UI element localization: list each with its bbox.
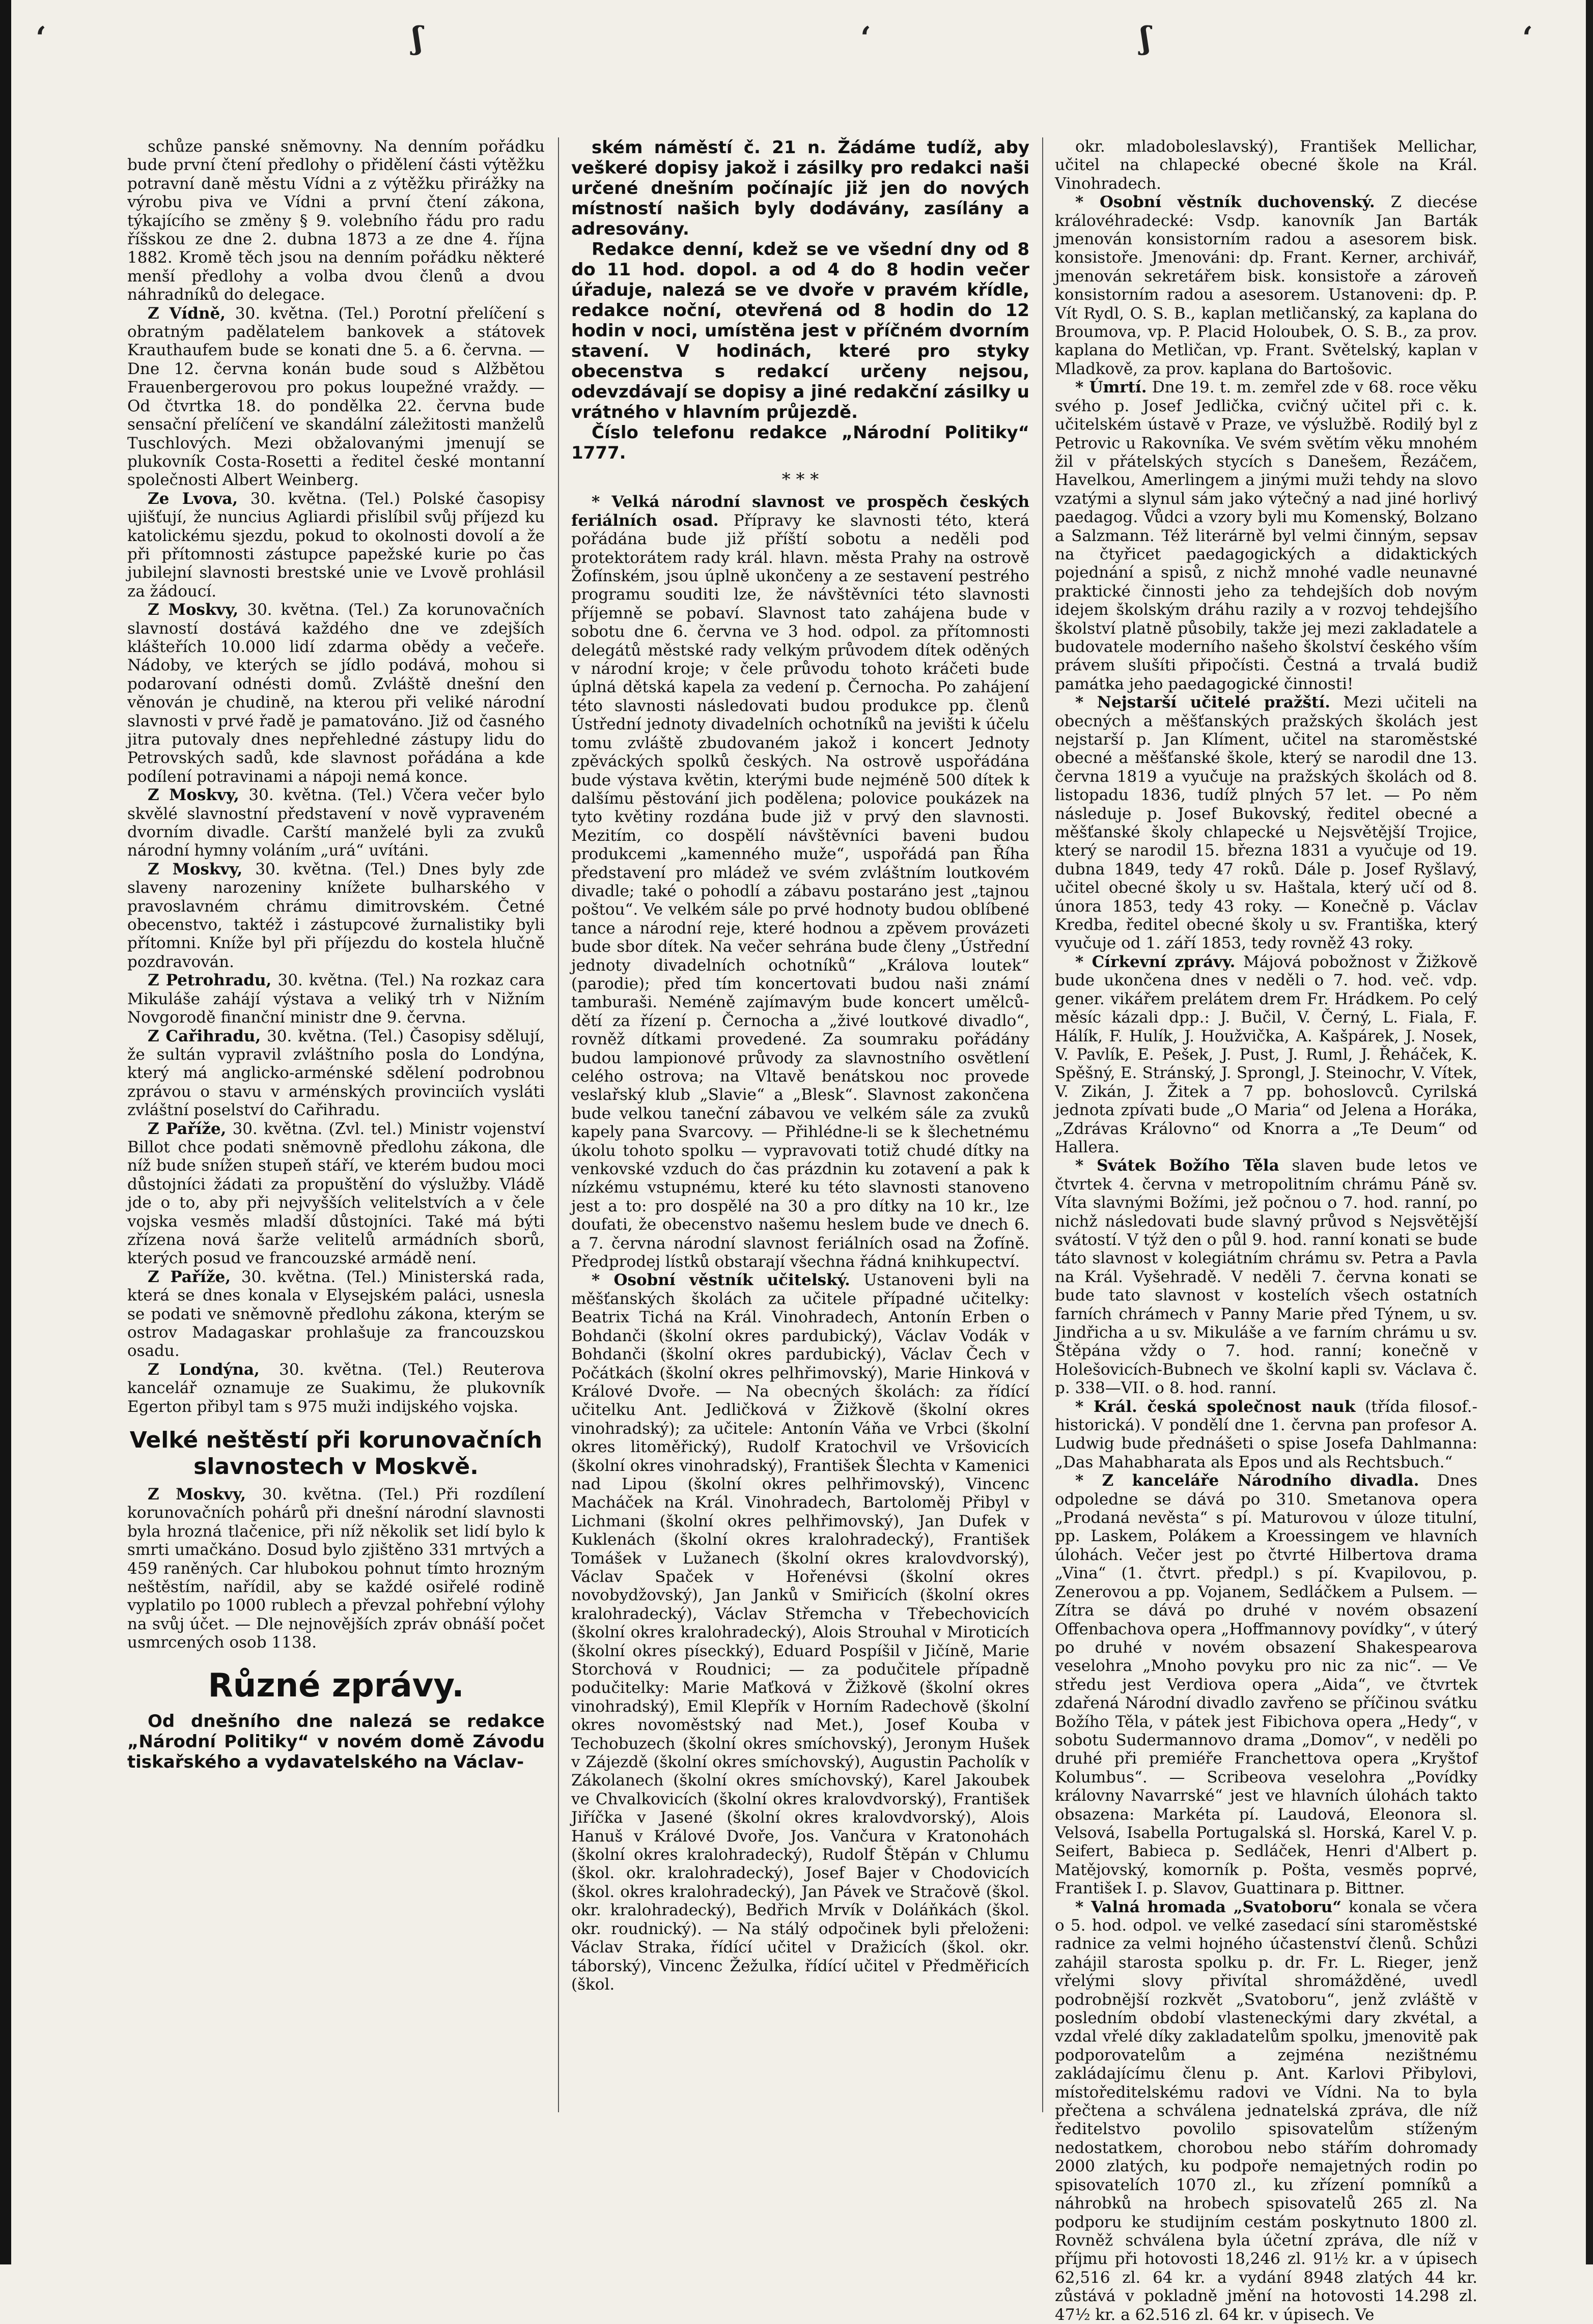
article-dateline: * Král. česká společnost nauk xyxy=(1075,1397,1356,1416)
article-paragraph xyxy=(127,601,545,786)
article-paragraph xyxy=(1055,193,1477,378)
article-text: Májová pobožnost v Žižkově bude ukončena dnes v neděli o 7. hod. več. vdp. gener. vikářem prelátem drem Fr. Hrádkem. Po celý měsíc kázali dpp.: J. Bučil, V. Černý, L. Fiala, F. Hálík, F. Hulík, J. Houžvička, A. Kašpárek, J. Nosek, V. Pavlík, E. Pešek, J. Pust, J. Ruml, J. Řeháček, K. Spěšný, E. Stránský, J. Sprongl, J. Steinochr, V. Vítek, V. Zikán, J. Žitek a 7 pp. bohoslovců. Cyrilská jednota zpívati bude „O Maria“ od Jelena a Horáka, „Zdrávas Královno“ od Knorra a „Te Deum“ od Hallera. xyxy=(1055,952,1477,1156)
article-paragraph xyxy=(571,493,1029,1271)
article-paragraph xyxy=(127,137,545,304)
article-text: okr. mladoboleslavský), František Mellichar, učitel na chlapecké obecné škole na Král. Vinohradech. xyxy=(1055,137,1477,193)
article-paragraph xyxy=(1055,953,1477,1156)
article-paragraph xyxy=(127,1268,545,1361)
article-dateline: * Osobní věstník učitelský. xyxy=(592,1271,850,1290)
article-paragraph xyxy=(127,1485,545,1652)
article-dateline: Z Moskvy, xyxy=(148,860,243,878)
article-text: slaven bude letos ve čtvrtek 4. června v metropolitním chrámu Páně sv. Víta slavnými Božími, jež počnou o 7. hod. ranní, po nichž následovati bude slavný průvod s Nejsvětější svátostí. V týž den o půl 9. hod. ranní konati se bude táto slavnost v kolegiátním chrámu sv. Petra a Pavla na Král. Vyšehradě. V neděli 7. června konati se bude tato slavnost v kostelích všech ostatních farních chrámech v Panny Marie před Týnem, u sv. Jindřicha a u sv. Mikuláše a ve farním chrámu u sv. Štěpána vždy o 7. hod. ranní; konečně v Holešovicích-Bubnech ve školní kapli sv. Václava č. p. 338—VII. o 8. hod. ranní. xyxy=(1055,1156,1477,1398)
notice-paragraph: Číslo telefonu redakce „Národní Politiky“ 1777. xyxy=(571,422,1029,463)
article-paragraph xyxy=(1055,1398,1477,1472)
article-dateline: Z Cařihradu, xyxy=(148,1027,261,1045)
article-paragraph xyxy=(571,1271,1029,1994)
article-dateline: * Osobní věstník duchovenský. xyxy=(1075,193,1375,212)
section-divider: * * * xyxy=(781,469,819,490)
article-text: Přípravy ke slavnosti této, která pořádána bude již příští sobotu a neděli pod protektorátem rady král. hlavn. města Prahy na ostrově Žofínském, jsou úplně ukončeny a ze sestavení pestrého programu souditi lze, že návštěvníci této slavnosti příjemně se pobaví. Slavnost tato zahájena bude v sobotu dne 6. června ve 3 hod. odpol. za přítomnosti delegátů městské rady velkým průvodem dítek oděných v národní kroje; v čele průvodu tohoto kráčeti bude úplná dětská kapela za vedení p. Černocha. Po zahájení této slavnosti následovati budou produkce pp. členů Ústřední jednoty divadelních ochotníků na jevišti k účelu tomu zvláště zbudovaném jakož i koncert Jednoty zpěváckých spolků českých. Na ostrově uspořádána bude výstava květin, kterými bude nejméně 500 dítek k dalšímu pěstování jich podělena; polovice poukázek na tyto květiny rozdána bude již v prvý den slavnosti. Mezitím, co dospělí návštěvníci baveni budou produkcemi „kamenného muže“, uspořádá pan Říha představení pro mládež ve svém zvláštním loutkovém divadle; také o pohodlí a zábavu postaráno jest „tajnou poštou“. Ve velkém sále po prvé hodnoty budou oblíbené tance a národní reje, které hodnou a zpěvem provázeti bude sbor dítek. Na večer sehrána bude členy „Ústřední jednoty divadelních ochotníků“ „Králova loutek“ (parodie); před tím koncertovati budou naši známí tamburaši. Neméně zajímavým bude koncert umělců-dětí za řízení p. Černocha a „živé loutkové divadlo“, rovněž dítkami provedené. Za soumraku pořádány budou lampionové průvody za slavnostního osvětlení celého ostrova; na Vltavě benátskou noc provede veslařský klub „Slavie“ a „Blesk“. Slavnost zakončena bude velkou taneční zábavou ve velkém sále za zvuků kapely pana Svarcovy. — Přihlédne-li se k šlechetnému úkolu tohoto spolku — vypravovati totiž chudé dítky na venkovské vzduch do čas prázdnin ku zotavení a pak k nízkému vstupnému, které ku této slavnosti stanoveno jest a to: pro dospělé na 30 a pro dítky na 10 kr., lze doufati, že obecenstvo našemu heslem bude ve dnech 6. a 7. června národní slavnost feriálních osad na Žofíně. Předprodej lístků obstarají všechna řádná knihkupectví. xyxy=(571,511,1029,1271)
article-text: 30. května. (Tel.) Porotní přelíčení s obratným padělatelem bankovek a státovek Krauthaufem bude se konati dne 5. a 6. června. — Dne 12. června konán bude soud s Alžbětou Frauenbergerovou pro pokus loupežné vraždy. — Od čtvrtka 18. do pondělka 22. června bude sensační přelíčení ve skandální záležitosti manželů Tuschlových. Mezi obžalovanými jmenují se plukovník Costa-Rosetti a ředitel české montanní společnosti Albert Weinberg. xyxy=(127,304,545,490)
article-paragraph xyxy=(127,971,545,1027)
column-left xyxy=(127,137,545,2112)
article-dateline: Z Moskvy, xyxy=(148,601,239,619)
article-text: Dnes odpoledne se dává po 310. Smetanova opera „Prodaná nevěsta“ s pí. Maturovou v úloze titulní, pp. Laskem, Polákem a Kroessingem ve hlavních úlohách. Večer jest po čtvrté Hilbertova drama „Vina“ (1. čtvrt. předpl.) s pí. Kvapilovou, p. Zenerovou a pp. Vojanem, Sedláčkem a Pulsem. — Zítra se dává po druhé v novém obsazení Offenbachova opera „Hoffmannovy povídky“, v úterý po druhé v novém obsazení Shakespearova veselohra „Mnoho povyku pro nic za nic“. — Ve středu jest Verdiova opera „Aida“, ve čtvrtek zdařená Národní divadlo zavřeno se příčinou svátku Božího Těla, v pátek jest Fibichova opera „Hedy“, v sobotu Sudermannovo drama „Domov“, v neděli po druhé při premiéře Franchettova opera „Kryštof Kolumbus“. — Scribeova veselohra „Povídky královny Navarrské“ jest ve hlavních úlohách takto obsazena: Markéta pí. Laudová, Eleonora sl. Velsová, Isabella Portugalská sl. Horská, Karel V. p. Seifert, Babieca p. Sedláček, Henri d'Albert p. Matějovský, komorník p. Pošta, vesměs poprvé, František I. p. Slavov, Guattinara p. Bittner. xyxy=(1055,1471,1477,1898)
article-text: schůze panské sněmovny. Na denním pořádku bude první čtení předlohy o přidělení části výtěžku potravní daně městu Vídni a z výtěžku přirážky na výrobu piva ve Vídni a první čtení zákona, týkajícího se změny § 9. volebního řádu pro radu říšskou ze dne 2. dubna 1873 a ze dne 4. října 1882. Kromě těch jsou na denním pořádku některé menší předlohy a volba dvou členů a dvou náhradníků do delegace. xyxy=(127,137,545,304)
article-text: Ustanoveni byli na měšťanských školách za učitele případné učitelky: Beatrix Tichá na Král. Vinohradech, Antonín Erben o Bohdanči (školní okres pardubický), Václav Vodák v Bohdanči (školní okres pardubický), Václav Čech v Počátkách (školní okres pelhřimovský), Marie Hinková v Králové Dvoře. — Na obecných školách: za řídící učitelku Ant. Jedličková v Žižkově (školní okres vinohradský); za učitele: Antonín Váňa ve Vrbci (školní okres litoměřický), Rudolf Kratochvil ve Vršovicích (školní okres vinohradský), František Šlechta v Kamenici nad Lipou (školní okres pelhřimovský), Vincenc Macháček na Král. Vinohradech, Bartoloměj Přibyl v Lichmani (školní okres pelhřimovský), Jan Dufek v Kuklenách (školní okres kralohradecký), František Tomášek v Lužanech (školní okres kralovdvorský), Václav Spaček v Hořenévsi (školní okres novobydžovský), Jan Janků v Smiřicích (školní okres kralohradecký), Václav Střemcha v Třebechovicích (školní okres kralohradecký), Alois Strouhal v Miroticích (školní okres píseckký), Eduard Pospíšil v Jičíně, Marie Storchová v Roudnici; — za podučitele případně podučitelky: Marie Maťková v Žižkově (školní okres vinohradský), Emil Klepřík v Horním Radechově (školní okres novoměstský nad Met.), Josef Kouba v Techobuzech (školní okres smíchovský), Jeronym Hušek v Zájezdě (školní okres smíchovský), Augustin Pacholík v Zákolanech (školní okres smíchovský), Karel Jakoubek ve Chvalkovicích (školní okres kralovdvorský), František Jiříčka v Jasené (školní okres kralovdvorský), Alois Hanuš v Králové Dvoře, Jos. Vančura v Kratonohách (školní okres kralohradecký), Rudolf Štěpán v Chlumu (škol. okr. kralohradecký), Josef Bajer v Chodovicích (škol. okres kralohradecký), Jan Pávek ve Stračově (škol. okr. kralohradecký), Bedřich Mrvík v Doláňkách (škol. okr. roudnický). — Na stálý odpočinek byli přeloženi: Václav Straka, řídící učitel v Dražicích (škol. okr. táborský), Vincenc Žežulka, řídící učitel v Předměřicích (škol. xyxy=(571,1271,1029,1994)
article-paragraph xyxy=(1055,1156,1477,1397)
article-dateline: * Úmrtí. xyxy=(1075,378,1147,397)
article-text: Mezi učiteli na obecných a měšťanských pražských školách jest nejstarší p. Jan Klíment, učitel na staroměstské obecné a měšťanské škole, který se narodil dne 13. června 1819 a vyučuje na pražských školách od 8. listopadu 1836, tudíž plných 57 let. — Po něm následuje p. Josef Bukovský, ředitel obecné a měšťanské školy chlapecké u Nejsvětější Trojice, který se narodil 15. března 1831 a vyučuje od 19. dubna 1849, tedy 47 roků. Dále p. Josef Ryšlavý, učitel obecné školy u sv. Haštala, který učí od 8. února 1853, tedy 43 roky. — Konečně p. Václav Kredba, ředitel obecné školy u sv. Františka, který vyučuje od 1. září 1853, tedy rovněž 43 roky. xyxy=(1055,693,1478,953)
article-text: 30. května. (Tel.) Včera večer bylo skvělé slavnostní představení v nově vypraveném dvorním divadle. Carští manželé byli za zvuků národní hymny voláním „urá“ uvítáni. xyxy=(127,786,545,860)
article-paragraph xyxy=(127,1120,545,1268)
article-text: 30. května. (Tel.) Na rozkaz cara Mikuláše zahájí výstava a veliký trh v Nižním Novgorodě finanční ministr dne 9. června. xyxy=(127,971,545,1027)
article-dateline: * Církevní zprávy. xyxy=(1075,952,1236,971)
article-paragraph xyxy=(127,490,545,601)
article-text: 30. května. (Tel.) Dnes byly zde slaveny narozeniny knížete bulharského v pravoslavném chrámu dimitrovském. Četné obecenstvo, taktéž i zástupcové žurnalistiky byli přítomni. Kníže byl při příjezdu do kostela hlučně pozdravován. xyxy=(127,860,545,971)
article-dateline: Ze Lvova, xyxy=(148,489,238,508)
article-dateline: * Svátek Božího Těla xyxy=(1075,1156,1279,1175)
article-text: 30. května. (Tel.) Polské časopisy ujišťují, že nuncius Agliardi přislíbil svůj příjezd ku katolickému sjezdu, pokud to okolnosti dovolí a že při přítomnosti zástupce papežské kurie po čas jubilejní slavnosti brestské unie ve Lvově prohlásil za žádoucí. xyxy=(127,489,545,601)
article-dateline: Z Vídně, xyxy=(148,304,226,323)
notice-paragraph: ském náměstí č. 21 n. Žádáme tudíž, aby veškeré dopisy jakož i zásilky pro redakci naši určené dnešním počínajíc již jen do nových místností našich byly dodávány, zasílány a adresovány. xyxy=(571,137,1029,239)
article-dateline: * Z kanceláře Národního divadla. xyxy=(1075,1471,1419,1490)
article-dateline: Z Petrohradu, xyxy=(148,971,272,990)
article-dateline: Z Moskvy, xyxy=(148,1485,246,1504)
scan-top-marks: ‘ ʃ ‘ ʃ ‘ xyxy=(36,20,1533,56)
article-paragraph xyxy=(127,1027,545,1120)
section-heading: Různé zprávy. xyxy=(208,1666,464,1705)
notice-paragraph: Redakce denní, kdež se ve všední dny od 8 do 11 hod. dopol. a od 4 do 8 hodin večer úřaduje, nalezá se ve dvoře v pravém křídle, redakce noční, otevřená od 8 hodin do 12 hodin v noci, umístěna jest v příčném dvorním stavení. V hodinách, které pro styky obecenstva s redakcí určeny nejsou, odevzdávají se dopisy a jiné redakční zásilky u vrátného v hlavním průjezdě. xyxy=(571,239,1029,422)
article-text: 30. května. (Tel.) Ministerská rada, která se dnes konala v Elysejském paláci, usnesla se podati ve sněmovně předlohu zákona, kterým se ostrov Madagaskar prohlašuje za francouzskou osadu. xyxy=(127,1267,545,1361)
notice-paragraph: Od dnešního dne nalezá se redakce „Národní Politiky“ v novém domě Závodu tiskařského a vydavatelského na Václav- xyxy=(127,1711,545,1772)
article-paragraph xyxy=(127,860,545,971)
article-paragraph xyxy=(1055,1471,1477,1897)
article-text: 30. května. (Tel.) Při rozdílení korunovačních pohárů při dnešní národní slavnosti byla hrozná tlačenice, při níž několik set lidí bylo k smrti umačkáno. Dosud bylo zjištěno 331 mrtvých a 459 raněných. Car hlubokou pohnut tímto hrozným neštěstím, nařídil, aby se každé osiřelé rodině vyplatilo po 1000 rublech a převzal pohřební výlohy na svůj účet. — Dle nejnovějších zpráv obnáší počet usmrcených osob 1138. xyxy=(127,1485,545,1652)
article-paragraph xyxy=(127,304,545,490)
article-text: 30. května. (Zvl. tel.) Ministr vojenství Billot chce podati sněmovně předlohu zákona, dle níž bude snížen stupeň stáří, ve kterém budou moci důstojníci žádati za propuštění do výslužby. Vládě jde o to, aby při nejvyšších velitelstvích a v čele vojska vesměs mladší důstojníci. Také má býti zřízena nová šarže velitelů armádních sborů, kterých posud ve francouzské armádě není. xyxy=(127,1119,545,1268)
article-paragraph xyxy=(1055,137,1477,193)
article-dateline: Z Moskvy, xyxy=(148,786,239,805)
article-text: 30. května. (Tel.) Reuterova kancelář oznamuje ze Suakimu, že plukovník Egerton přibyl tam s 975 muži indijského vojska. xyxy=(127,1360,545,1416)
article-text: 30. května. (Tel.) Časopisy sdělují, že sultán vypravil zvláštního posla do Londýna, který má anglicko-arménské sdělení podrobnou zprávou o stavu v arménských provinciích vysláti zvláštní poselství do Cařihradu. xyxy=(127,1027,545,1120)
article-dateline: * Nejstarší učitelé pražští. xyxy=(1075,693,1330,712)
article-text: 30. května. (Tel.) Za korunovačních slavností dostává každého dne ve zdejších klášteřích 10.000 lidí zdarma obědy a večeře. Nádoby, ve kterých se jídlo podává, mohou si podarovaní odnésti domů. Zvláště dnešní den věnován je chudině, na kterou při veliké národní slavnosti v prvé řadě je pamatováno. Již od časného jitra putovaly dnes nepřehledné zástupy lidu do Petrovských sadů, kde slavnost pořádána a kde podílení potravinami a nápoji nemá konce. xyxy=(127,601,545,786)
article-dateline: Z Londýna, xyxy=(148,1360,260,1379)
article-paragraph xyxy=(1055,693,1477,953)
article-text: Z diecése královéhradecké: Vsdp. kanovník Jan Barták jmenován konsistorním radou a asesorem bisk. konsistoře. Jmenováni: dp. Frant. Kerner, archivář, jmenován sekretářem bisk. konsistoře a zároveň konsistorním radou a asesorem. Ustanoveni: dp. P. Vít Rydl, O. S. B., kaplan metličanský, za kaplana do Broumova, vp. P. Placid Holoubek, O. S. B., za prov. kaplana do Metličan, vp. Frant. Světelský, kaplan v Mladkově, za prov. kaplana do Bartošovic. xyxy=(1055,193,1478,378)
article-paragraph xyxy=(127,786,545,860)
article-text: Dne 19. t. m. zemřel zde v 68. roce věku svého p. Josef Jedlička, cvičný učitel při c. k. učitelském ústavě v Praze, ve výslužbě. Rodilý byl z Petrovic u Rakovníka. Ve svém světím věku mnohém žil v přátelských stycích s Danešem, Řezáčem, Havelkou, Amerlingem a jinými muži tehdy na slovo vzatými a slynul sám jako výtečný a nad jiné horlivý paedagog. Vůdci a vzory byli mu Komenský, Bolzano a Salzmann. Též literárně byl velmi činným, sepsav na čtyřicet paedagogických a didaktických pojednání a spisů, z nichž mnohé vadle neunavné praktické činnosti jeho za tehdejších dob novým idejem školským dráhu razily a v rozvoj tehdejšího školství platně působily, takže jej mezi zakladatele a budovatele moderního našeho školství českého vším právem slušíti připočísti. Čestná a trvalá budiž památka jeho paedagogické činnosti! xyxy=(1055,378,1478,693)
scan-edge-left xyxy=(0,0,11,2264)
article-text: konala se včera o 5. hod. odpol. ve velké zasedací síni staroměstské radnice za velmi hojného účastenství členů. Schůzi zahájil starosta spolku p. dr. Fr. L. Rieger, jenž vřelými slovy přivítal shromážděné, uvedl podrobnější rozkvět „Svatoboru“, jenž zvláště v posledním období vlasteneckými dary zkvétal, a vzdal vřelé díky zakladatelům spolku, jmenovitě pak podporovatelům a zejména nezištnému zakládajícímu členu p. Ant. Karlovi Přibylovi, místoředitelskému radovi ve Vídni. Na to byla přečtena a schválena jednatelská zpráva, dle níž ředitelstvo povolilo spisovatelům stíženým nedostatkem, chorobou nebo stářím dohromady 2000 zlatých, ku podpoře nemajetných rodin po spisovatelích 1070 zl., ku zřízení pomníků a náhrobků na hrobech spisovatelů 265 zl. Na podporu ke studijním cestám poskytnuto 1800 zl. Rovněž schválena byla účetní zpráva, dle níž v příjmu při hotovosti 18,246 zl. 91½ kr. a v úpisech 62,516 zl. 64 kr. a vydání 8948 zlatých 44 kr. zůstává v pokladně jmění na hotovosti 14.298 zl. 47½ kr. a 62.516 zl. 64 kr. v úpisech. Ve xyxy=(1055,1897,1477,2324)
article-text: (třída filosof.-historická). V pondělí dne 1. června pan profesor A. Ludwig bude přednášeti o spise Josefa Dahlmanna: „Das Mahabharata als Epos und als Rechtsbuch.“ xyxy=(1055,1397,1477,1471)
column-rule xyxy=(558,137,559,2112)
column-right xyxy=(1055,137,1478,2324)
article-headline: Velké neštěstí při korunovačních slavnostech v Moskvě. xyxy=(129,1427,543,1480)
article-dateline: * Valná hromada „Svatoboru“ xyxy=(1075,1897,1342,1916)
article-dateline: Z Paříže, xyxy=(148,1119,227,1138)
article-paragraph xyxy=(1055,1898,1477,2324)
article-paragraph xyxy=(127,1361,545,1416)
article-dateline: Z Paříže, xyxy=(148,1267,231,1286)
scan-edge-right xyxy=(1586,0,1593,2264)
newspaper-page xyxy=(127,137,1478,2324)
article-paragraph xyxy=(1055,378,1477,693)
article-dateline: * Velká národní slavnost ve prospěch českých feriálních osad. xyxy=(571,493,1029,530)
column-rule xyxy=(1042,137,1043,2112)
column-middle xyxy=(571,137,1029,2112)
